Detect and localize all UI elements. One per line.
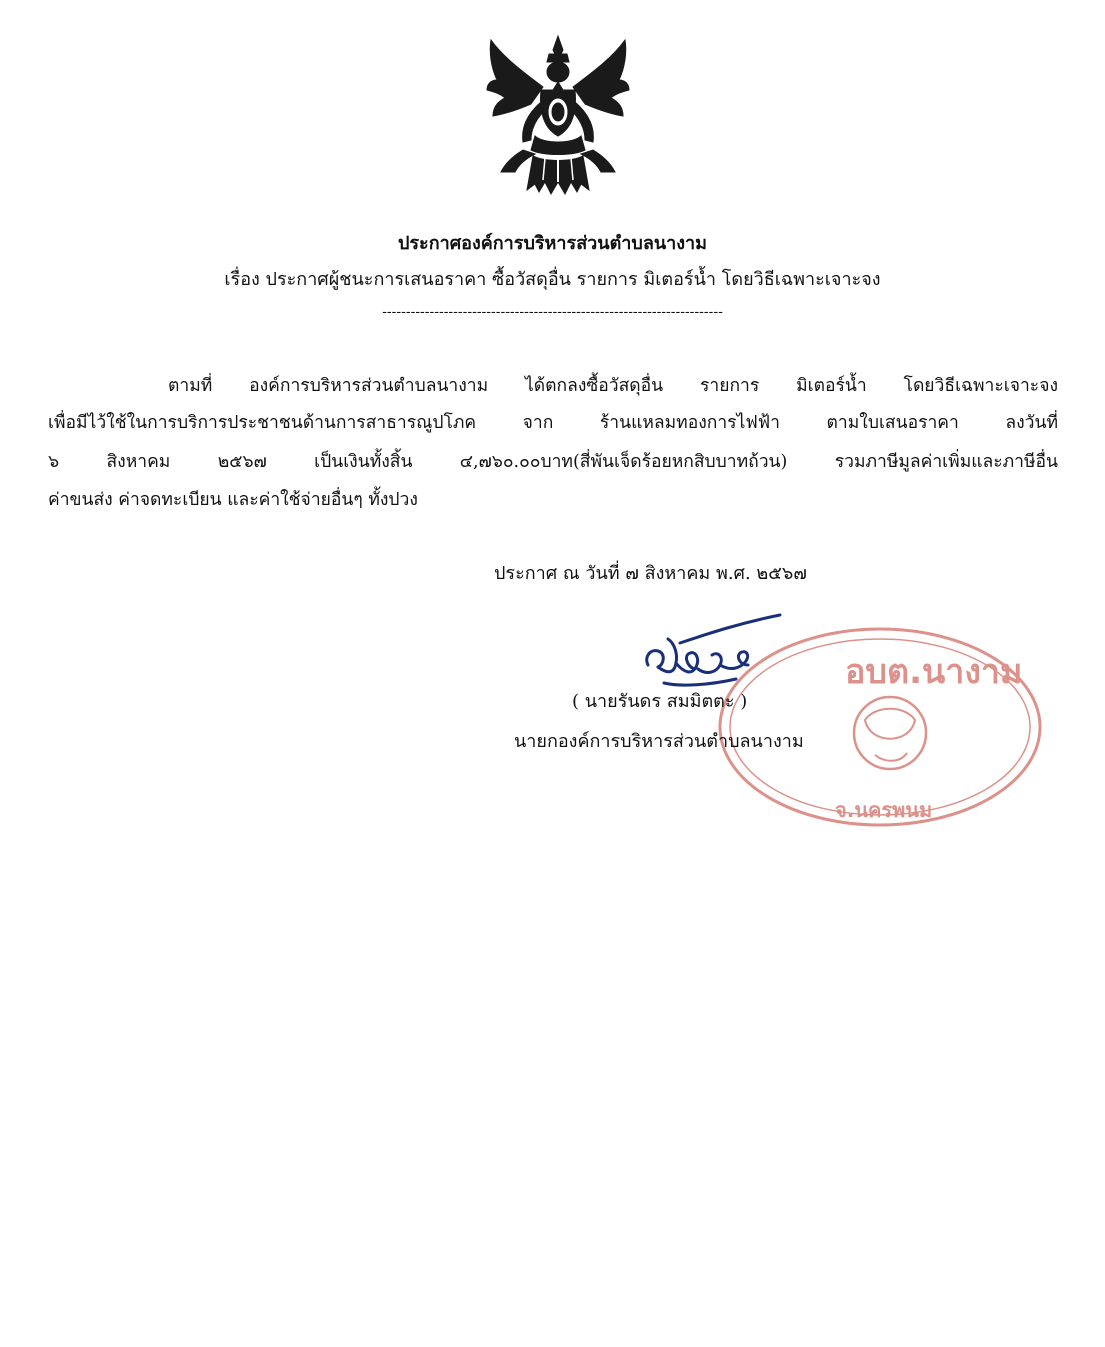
body-line-4: ค่าขนส่ง ค่าจดทะเบียน และค่าใช้จ่ายอื่นๆ ทั้งปวง	[48, 490, 418, 510]
announcement-date: ประกาศ ณ วันที่ ๗ สิงหาคม พ.ศ. ๒๕๖๗	[494, 563, 807, 584]
garuda-emblem-icon	[483, 32, 633, 197]
announcement-subject: เรื่อง ประกาศผู้ชนะการเสนอราคา ซื้อวัสดุอื่น รายการ มิเตอร์น้ำ โดยวิธีเฉพาะเจาะจง	[224, 269, 881, 290]
svg-text:อบต.นางาม: อบต.นางาม	[845, 652, 1023, 692]
body-line-1: ตามที่ องค์การบริหารส่วนตำบลนางาม ได้ตกลงซื้อวัสดุอื่น รายการ มิเตอร์น้ำ โดยวิธีเฉพาะเจาะจง	[168, 376, 1058, 396]
body-line-3: ๖ สิงหาคม ๒๕๖๗ เป็นเงินทั้งสิ้น ๔,๗๖๐.๐๐บาท(สี่พันเจ็ดร้อยหกสิบบาทถ้วน) รวมภาษีมูลค่าเพิ่มและภาษีอื่น	[48, 452, 1058, 472]
signer-position: นายกองค์การบริหารส่วนตำบลนางาม	[514, 731, 804, 752]
organization-title: ประกาศองค์การบริหารส่วนตำบลนางาม	[397, 233, 708, 254]
handwritten-signature	[640, 613, 790, 693]
signer-name: ( นายรันดร สมมิตตะ )	[572, 691, 748, 712]
heading-separator: ------------------------------------------------------------------------	[382, 304, 723, 320]
svg-text:จ.นครพนม: จ.นครพนม	[835, 798, 933, 822]
body-line-2: เพื่อมีไว้ใช้ในการบริการประชาชนด้านการสาธารณูปโภค จาก ร้านแหลมทองการไฟฟ้า ตามใบเสนอราคา ลงวันที่	[48, 413, 1058, 433]
